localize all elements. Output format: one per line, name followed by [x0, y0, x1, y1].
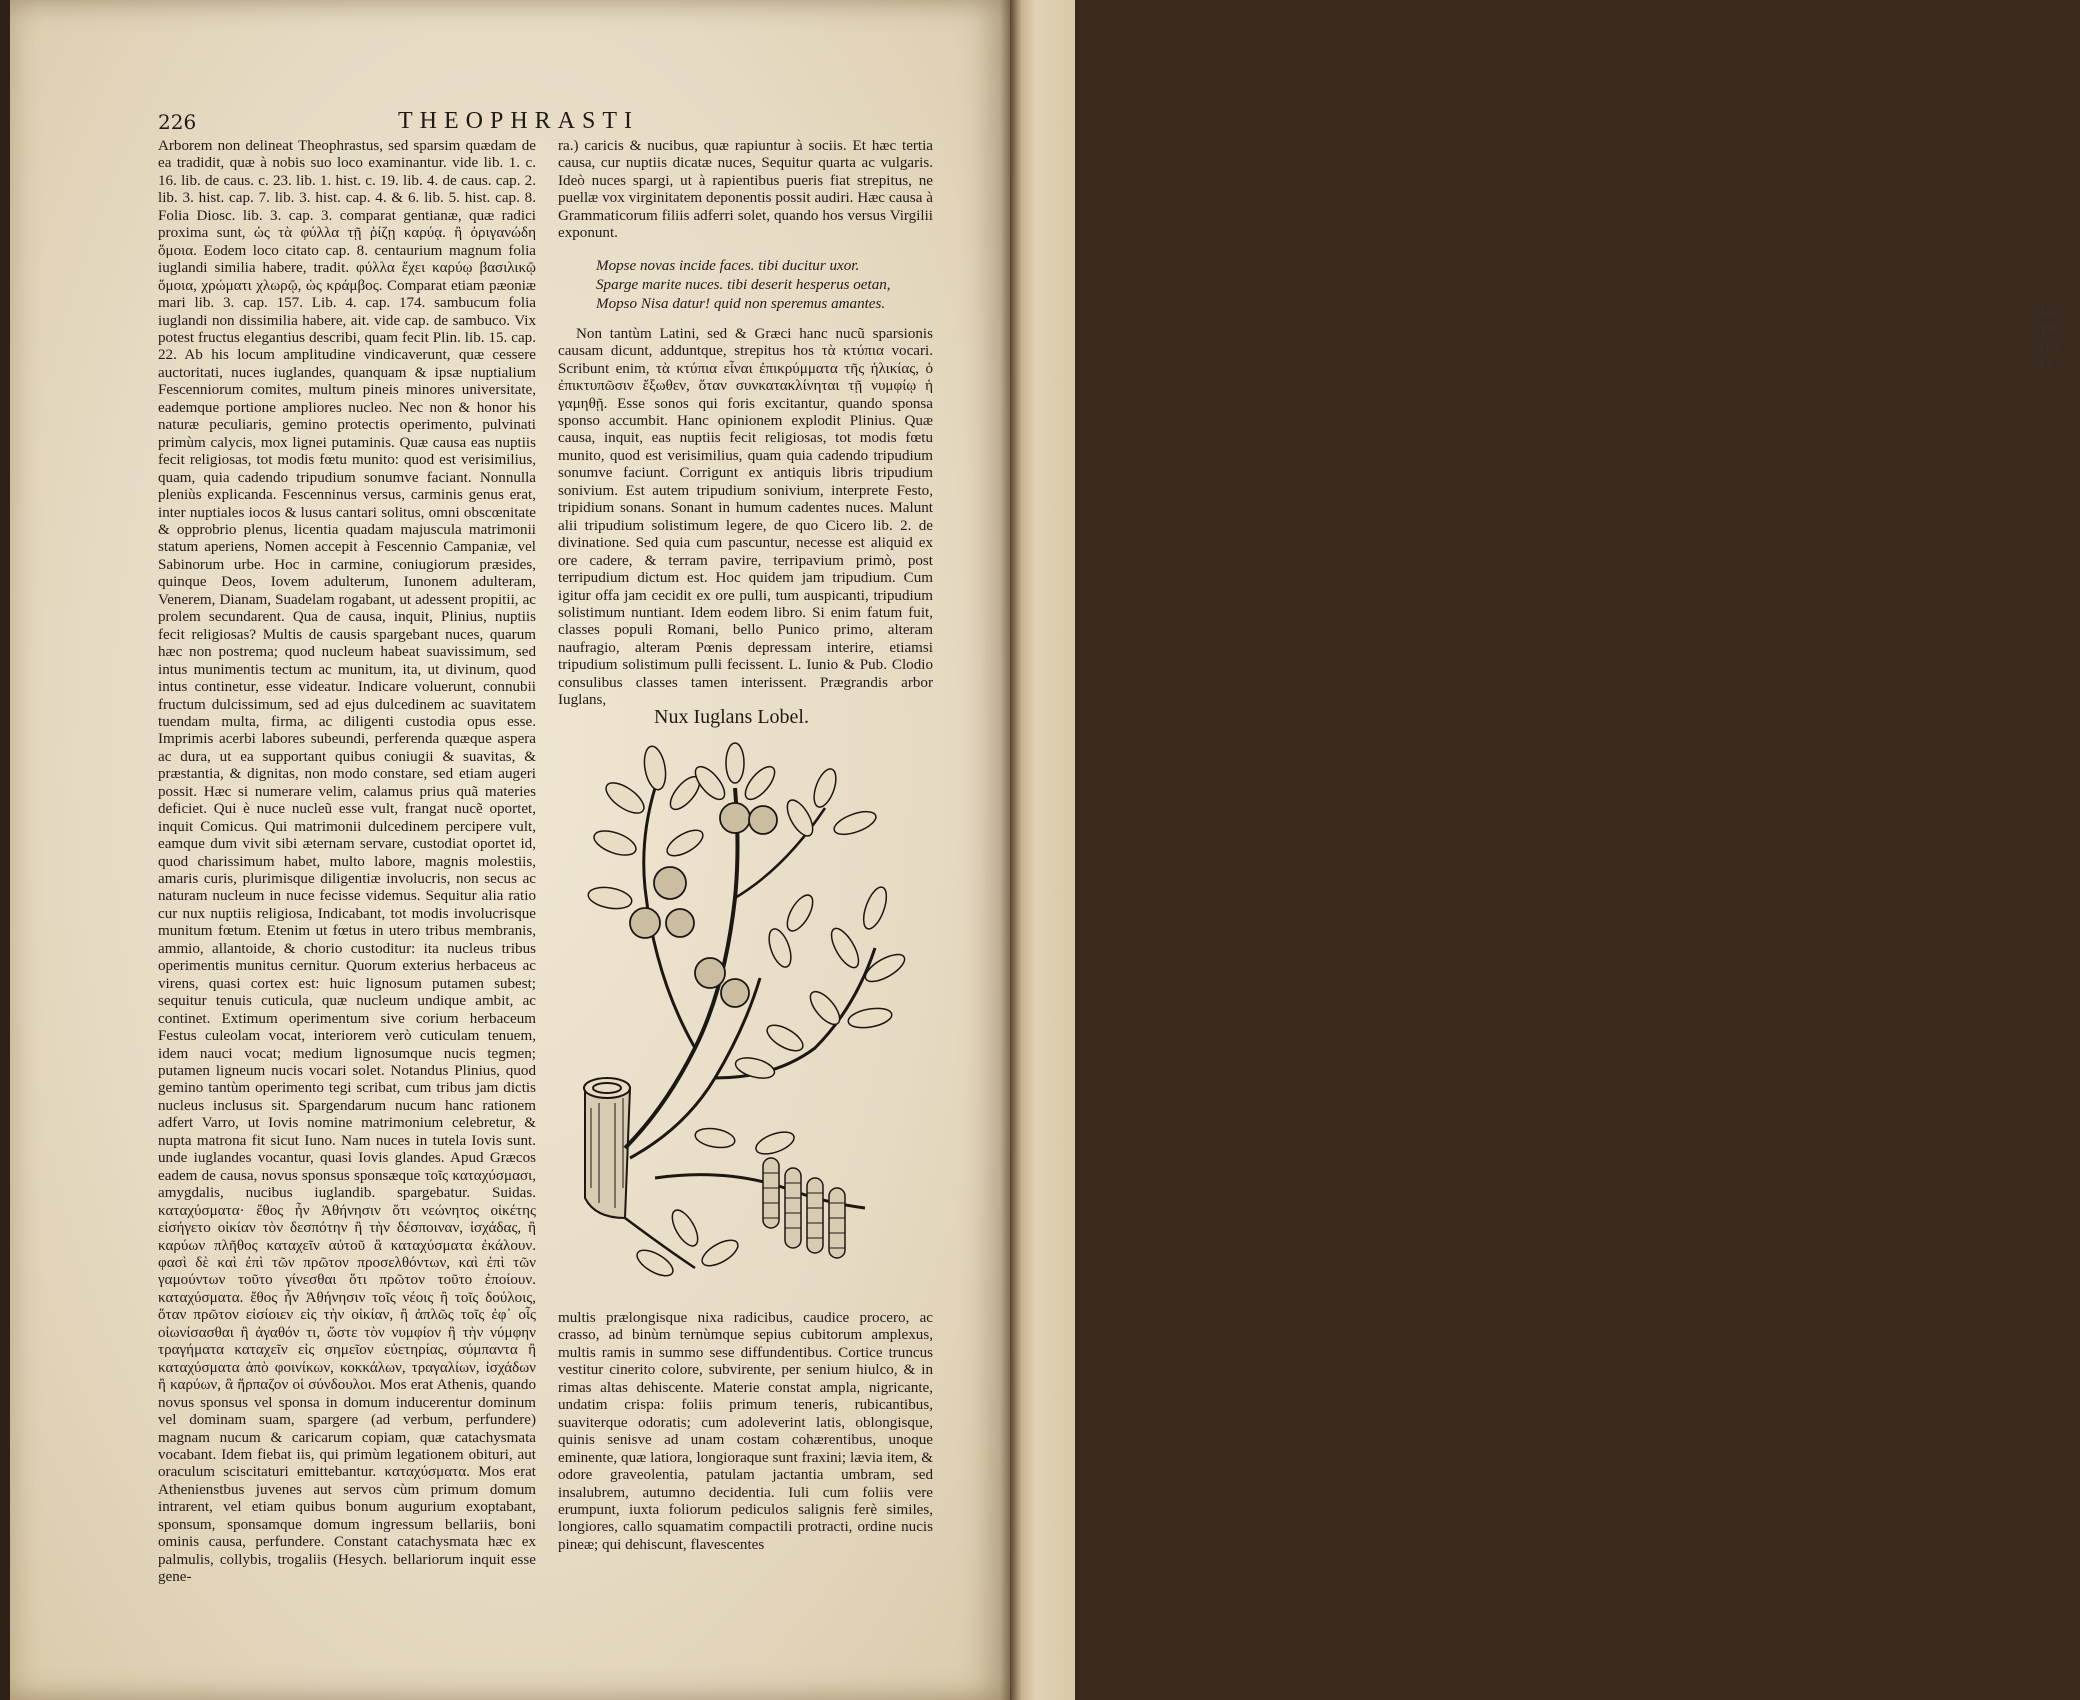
verse-line: Mopso Nisa datur! quid non speremus amantes.: [596, 295, 886, 312]
tree-description: multis prælongisque nixa radicibus, caudice procero, ac crasso, ad binùm ternùmque sepius cubitorum amplexus, multis ramis in summo sese diffundentibus. Cortice truncus vestitur cinerito colore, subvirente, per senium hiulco, & in rimas altas dehiscente. Materie constat ampla, nigricante, undatim crispa: foliis primum teneris, rubicantibus, suaviterque odoratis; cum adoleverint latis, oblongisque, quinis senisve ad unam costam cohærentibus, unoque eminente, quæ latiora, longioraque sunt fraxini; lævia item, & odore graveolentia, patulam jactantia umbram, sed insalubrem, autumno decidentia. Iuli cum foliis vere erumpunt, iuxta foliorum pediculos salignis ferè similes, longiores, callo squamatim compactili protracti, ordine nucis pineæ; qui dehiscunt, flavescentes: [558, 1310, 933, 1553]
left-text-column: [158, 138, 536, 1587]
walnut-branch-woodcut: [585, 748, 905, 1288]
virgil-verse-block: [596, 257, 933, 314]
right-text-bottom: [558, 1310, 933, 1554]
page-header: [158, 108, 938, 138]
next-page-fragment: G: [2040, 354, 2053, 373]
verse-line: Sparge marite nuces. tibi deserit hesperus oetan,: [596, 276, 891, 293]
next-page-edge: [1010, 0, 2060, 1700]
next-page-fragment: pe: [2040, 318, 2060, 337]
right-paragraph-2: Non tantùm Latini, sed & Græci hanc nucũ sparsionis causam dicunt, adduntque, strepitus hos τὰ κτύπια vocari. Scribunt enim, τὰ κτύπια εἶναι ἐπικρύμματα τῆς ἡλικίας, ὁ ἐπικτυπῶσιν ἔξωθεν, ὅταν συνκατακλίνηται τῇ νυμφίῳ ἡ γαμηθῇ. Esse sonos qui foris excitantur, quando sponsa sponso accumbit. Hanc opinionem explodit Plinius. Quæ causa, inquit, eas nuptiis fecit religiosas, tot modis fœtu munito, quod est verisimilius, quam quia cadendo tripudium sonumve faciunt. Corrigunt ex antiquis libris tripudium sonivium. Est autem tripudium sonivium, interprete Festo, tripidium sonans. Sonant in humum cadentes nuces. Malunt alii tripudium solistimum legere, de quo Cicero lib. 2. de divinatione. Sed quia cum pascuntur, necesse est aliquid ex ore cadere, & terram pavire, terripavium primò, post terripudium dictum est. Hoc quidem jam tripudium. Cum igitur offa jam cecidit ex ore pulli, tum auspicanti, tripudium solistimum nuntiant. Idem eodem libro. Si enim fatum fuit, classes populi Romani, bello Punico primo, alteram naufragio, alteram Pœnis depressam interire, etiamsi tripudium solistimum pulli fecissent. L. Iunio & Pub. Clodio consulibus classes tamen interissent. Prægrandis arbor Iuglans,: [558, 325, 933, 709]
figure-caption: Nux Iuglans Lobel.: [654, 706, 809, 728]
left-column-text: Arborem non delineat Theophrastus, sed sparsim quædam de ea tradidit, quæ à nobis suo loco examinantur. vide lib. 1. c. 16. lib. de caus. c. 23. lib. 1. hist. c. 19. lib. 4. de caus. cap. 2. lib. 3. hist. cap. 7. lib. 3. hist. cap. 4. & 6. lib. 5. hist. cap. 8. Folia Diosc. lib. 3. cap. 3. comparat gentianæ, quæ radici proxima sunt, ὡς τὰ φύλλα τῇ ῥίζῃ καρύᾳ. ἢ ὀριγανώδη ὅμοια. Eodem loco citato cap. 8. centaurium magnum folia iuglandi similia habere, tradit. φύλλα ἔχει καρύῳ βασιλικῷ ὅμοια, χρώματι χλωρῷ, ὡς κράμβος. Comparat etiam pæoniæ mari lib. 3. cap. 157. Lib. 4. cap. 174. sambucum folia iuglandi non dissimilia habere, ait. vide cap. de sambuco. Vix potest fructus elegantius describi, quam fecit Plin. lib. 15. cap. 22. Ab his locum amplitudine vindicaverunt, quæ cessere auctoritati, nuces iuglandes, quanquam & ipsæ nuptialium Fescenniorum comites, multum pineis minores universitate, eademque portione ampliores nucleo. Nec non & honor his naturæ peculiaris, gemino protectis operimento, pulvinati primùm calycis, mox lignei putaminis. Quæ causa eas nuptiis fecit religiosas, tot modis fœtu munito: quod est verisimilius, quam, quia cadendo tripudium sonumve faciant. Nonnulla pleniùs explicanda. Fescenninus versus, carminis genus erat, inter nuptiales iocos & lusus cantari solitus, omni obscœnitate & opprobrio plenus, licentia quadam majuscula matrimonii statum aperiens, Nomen accepit à Fescennio Campaniæ, vel Sabinorum urbe. Hoc in carmine, coniugiorum præsides, quinque Deos, Iovem adulterum, Iunonem adulteram, Venerem, Dianam, Suadelam rogabant, ut adessent propitii, ac prolem secundarent. Qua de causa, inquit, Plinius, nuptiis fecit religiosas? Multis de causis spargebant nuces, quarum hæc non postrema; quod nucleum habeat suavissimum, sed intus munimentis tectum ac munitum, ita, ut divinum, quod intus continetur, esse videatur. Indicare voluerunt, connubii fructum dulcissimum, sed ad ejus dulcedinem ac suavitatem tuendam multa, firma, ac diligenti custodia opus esse. Imprimis acerbi labores subeundi, perferenda quæque aspera ac dura, ut ea supportant quibus coniugii & suavitas, & præstantia, & dignitas, non modo constare, sed etiam augeri possit. Hæc si numerare velim, calamus prius quã materies deficiet. Qui è nuce nucleũ esse vult, frangat nucẽ oportet, inquit Comicus. Qui matrimonii dulcedinem percipere vult, eamque dum vivit sibi æternam servare, custodiat oportet id, quod charissimum habet, multo labore, magnis molestiis, amaris curis, plurimisque diligentiæ involucris, non secus ac naturam nucleum in nuce fecisse videmus. Sequitur alia ratio cur nux nuptiis religiosa, Indicabant, tot modis involucrisque munitum fœtum. Etenim ut fœtus in utero tribus membranis, ammio, allantoide, & chorio custoditur: ita nucleus tribus operimentis munitus cernitur. Quorum exterius herbaceus ac virens, quasi cortex est: huic lignosum putamen subest; sequitur tenuis cuticula, quæ nucleum undique ambit, ac continet. Extimum operimentum sive corium herbaceum Festus culeolam vocat, interiorem verò cuticulam tenuem, idem nauci vocat; medium lignosumque nucis tegmen; putamen ligneum nucis vocari solet. Notandus Plinius, quod gemino tantùm operimento tegi scribat, cum tribus jam dictis nucleus inclusus sit. Spargendarum nucum hanc rationem adfert Varro, ut Iovis nomine matrimonium celebretur, & nupta matrona fit sicut Iuno. Nam nuces in tutela Iovis sunt. unde iuglandes vocantur, quasi Iovis glandes. Apud Græcos eadem de causa, novus sponsus sponsæque τοῖς καταχύσμασι, amygdalis, nucibus iuglandib. spargebatur. Suidas. καταχύσματα· ἔθος ἦν Ἀθήνησιν ὅτι νεώνητος οἰκέτης εἰσήγετο οἰκίαν τὸν δεσπότην ἢ τὴν δέσποιναν, ἰσχάδας, ἢ καρύων πλῆθος καταχεῖν αὐτοῦ ἃ καταχύσματα ἐκάλουν. φασὶ δὲ καὶ ἐπὶ τῶν πρῶτον προσελθόντων, καὶ ἐπὶ τῶν γαμούντων τοῦτο γίνεσθαι ὅτι πρῶτον τοῦτο ἐποίουν. καταχύσματα. ἔθος ἦν Ἀθήνησιν τοῖς νέοις ἢ τοῖς δούλοις, ὅταν πρῶτον εἰσίοιεν εἰς τὴν οἰκίαν, ἢ ἀπλῶς τοῖς ἐφ᾽ οἷς οἰωνίσασθαι ἢ ἀγαθόν τι, ὥστε τὸν νυμφίον ἢ τὴν νύμφην τραγήματα καταχεῖν εἰς σημεῖον εὐετηρίας, σύμπαντα ἢ καταχύσματα ἀπὸ φοινίκων, κοκκάλων, τραγαλίων, ἰσχάδων ἢ καρύων, ἃ ἥρπαζον οἱ σύνδουλοι. Mos erat Athenis, quando novus sponsus vel sponsa in domum inducerentur dominum vel dominam suam, spargere (ad verbum, perfundere) magnam nucum & caricarum copiam, quæ catachysmata vocabant. Idem fiebat iis, qui primùm legationem obituri, aut oraculum sciscitaturi emittebantur. καταχύσματα. Mos erat Athenienstbus juvenes aut servos cùm primum domum intrarent, vel etiam quibus bonum augurium exoptabant, sponsum, sponsamque domum ingressum bellariis, boni ominis causa, perfundere. Constant catachysmata hæc ex palmulis, collybis, trogaliis (Hesych. bellariorum inquit esse gene-: [158, 138, 536, 1586]
next-page-fragment: ge: [2040, 336, 2060, 355]
verse-line: Mopse novas incide faces. tibi ducitur uxor.: [596, 257, 860, 274]
next-page-fragment: in: [2040, 300, 2056, 319]
right-paragraph-1: ra.) caricis & nucibus, quæ rapiuntur à sociis. Et hæc tertia causa, cur nuptiis dicatæ nuces, Sequitur quarta ac vulgaris. Ideò nuces spargi, ut à rapientibus pueris fiat strepitus, ne puellæ vox virginitatem deponentis possit audiri. Hæc causa à Grammaticorum filiis adferri solet, quando hos versus Virgilii exponunt.: [558, 138, 933, 242]
book-page: [10, 0, 1010, 1700]
right-text-column: [558, 138, 933, 710]
page-number: 226: [158, 110, 197, 134]
running-head: THEOPHRASTI: [398, 108, 640, 134]
